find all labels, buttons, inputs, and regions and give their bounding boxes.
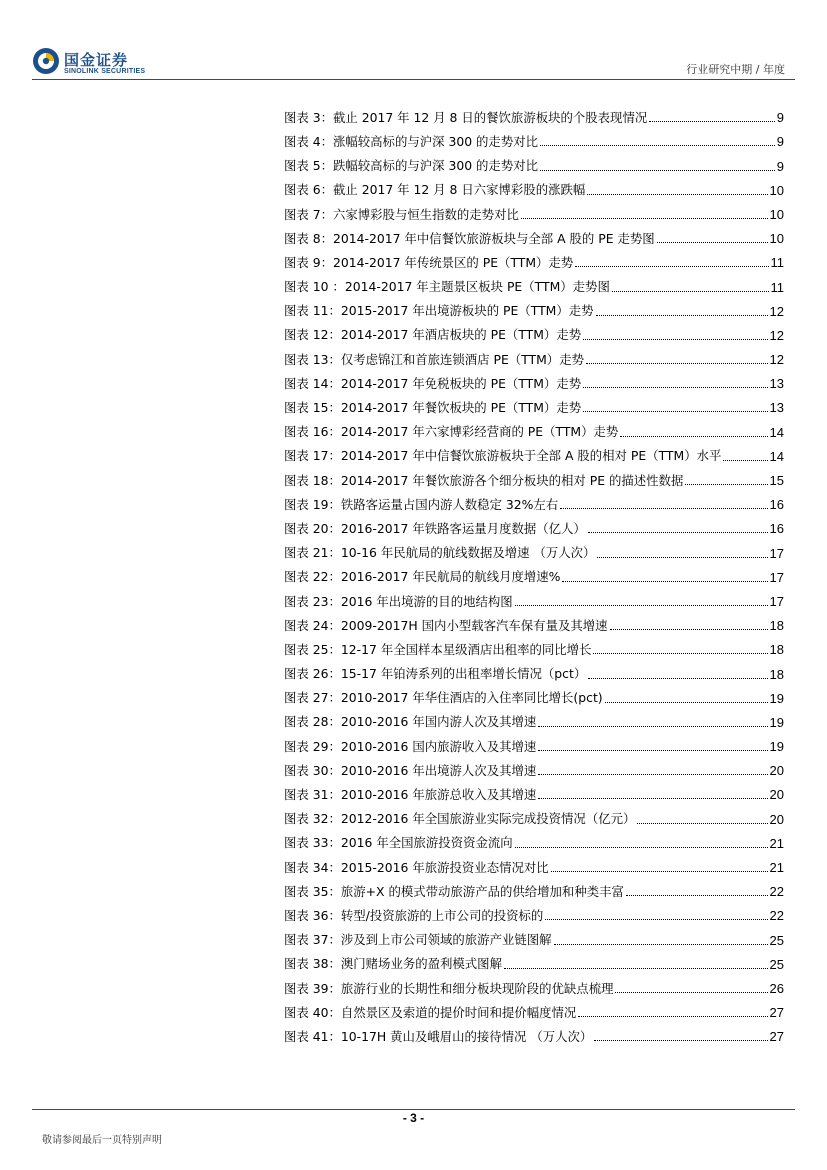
logo-chinese-name: 国金证券 (64, 51, 129, 69)
toc-entry-label: 图表 26：15-17 年铂涛系列的出租率增长情况（pct） (284, 666, 587, 682)
toc-entry-page: 15 (769, 473, 784, 488)
toc-entry-page: 11 (770, 255, 784, 271)
toc-entry-label: 图表 34：2015-2016 年旅游投资业态情况对比 (284, 859, 549, 875)
toc-entry[interactable] (284, 197, 784, 221)
toc-entry-page: 14 (769, 424, 784, 440)
toc-entry-page: 20 (769, 787, 784, 803)
page-number: - 3 - (402, 1111, 425, 1125)
toc-entry-label: 图表 3：截止 2017 年 12 月 8 日的餐饮旅游板块的个股表现情况 (284, 109, 648, 125)
toc-entry[interactable] (284, 342, 784, 366)
toc-entry[interactable] (284, 511, 784, 535)
toc-entry-label: 图表 16：2014-2017 年六家博彩经营商的 PE（TTM）走势 (284, 424, 619, 440)
toc-entry-label: 图表 30：2010-2016 年出境游人次及其增速 (284, 762, 537, 778)
toc-entry-page: 16 (769, 521, 784, 537)
toc-entry-label: 图表 25：12-17 年全国样本星级酒店出租率的同比增长 (284, 641, 592, 657)
toc-entry-label: 图表 22：2016-2017 年民航局的航线月度增速% (284, 569, 561, 585)
toc-dot-leader (538, 774, 767, 775)
toc-dot-leader (596, 315, 768, 316)
toc-dot-leader (583, 411, 767, 412)
toc-dot-leader (545, 919, 767, 920)
toc-entry-label: 图表 17：2014-2017 年中信餐饮旅游板块于全部 A 股的相对 PE（TTM）水平 (284, 448, 722, 464)
toc-entry-label: 图表 4：涨幅较高标的与沪深 300 的走势对比 (284, 133, 538, 149)
toc-entry[interactable] (284, 318, 784, 342)
toc-dot-leader (551, 871, 768, 872)
toc-dot-leader (610, 629, 768, 630)
toc-entry-page: 10 (769, 231, 784, 247)
toc-entry-label: 图表 35：旅游+X 的模式带动旅游产品的供给增加和种类丰富 (284, 883, 624, 899)
toc-dot-leader (583, 387, 767, 388)
toc-dot-leader (515, 605, 768, 606)
toc-entry-label: 图表 11：2015-2017 年出境游板块的 PE（TTM）走势 (284, 303, 594, 319)
footer-divider (32, 1109, 795, 1110)
toc-entry-label: 图表 38：澳门赌场业务的盈利模式图解 (284, 956, 502, 972)
toc-dot-leader (538, 750, 767, 751)
toc-entry-page: 13 (769, 400, 784, 416)
toc-entry[interactable] (284, 439, 784, 463)
toc-entry[interactable] (284, 390, 784, 414)
toc-entry-label: 图表 20：2016-2017 年铁路客运量月度数据（亿人） (284, 520, 586, 536)
toc-dot-leader (588, 678, 767, 679)
toc-entry-label: 图表 8：2014-2017 年中信餐饮旅游板块与全部 A 股的 PE 走势图 (284, 230, 655, 246)
toc-entry[interactable] (284, 995, 784, 1019)
toc-entry-page: 11 (770, 279, 784, 295)
toc-entry-label: 图表 23：2016 年出境游的目的地结构图 (284, 593, 513, 609)
toc-entry-page: 20 (769, 811, 784, 827)
toc-entry[interactable] (284, 801, 784, 825)
toc-dot-leader (504, 968, 768, 969)
toc-dot-leader (554, 944, 768, 945)
toc-entry-label: 图表 31：2010-2016 年旅游总收入及其增速 (284, 787, 537, 803)
toc-entry-label: 图表 6：截止 2017 年 12 月 8 日六家博彩股的涨跌幅 (284, 182, 586, 198)
toc-entry-label: 图表 10 ：2014-2017 年主题景区板块 PE（TTM）走势图 (284, 279, 610, 295)
page-header (0, 0, 827, 90)
toc-entry[interactable] (284, 173, 784, 197)
toc-entry-page: 25 (769, 956, 784, 972)
toc-entry-label: 图表 7：六家博彩股与恒生指数的走势对比 (284, 206, 519, 222)
toc-dot-leader (587, 194, 767, 195)
toc-entry-page: 21 (769, 835, 784, 851)
toc-entry-page: 9 (776, 110, 784, 126)
toc-entry[interactable] (284, 584, 784, 608)
toc-dot-leader (605, 702, 768, 703)
toc-entry[interactable] (284, 148, 784, 172)
toc-entry-label: 图表 33：2016 年全国旅游投资资金流向 (284, 835, 513, 851)
toc-dot-leader (515, 847, 768, 848)
toc-entry[interactable] (284, 124, 784, 148)
toc-entry-label: 图表 41：10-17H 黄山及峨眉山的接待情况 （万人次） (284, 1028, 593, 1044)
toc-entry[interactable] (284, 535, 784, 559)
toc-entry-label: 图表 9：2014-2017 年传统景区的 PE（TTM）走势 (284, 254, 574, 270)
toc-entry-page: 18 (769, 642, 784, 658)
toc-entry[interactable] (284, 366, 784, 390)
toc-entry-label: 图表 29：2010-2016 国内旅游收入及其增速 (284, 738, 537, 754)
toc-entry[interactable] (284, 922, 784, 946)
toc-entry[interactable] (284, 947, 784, 971)
toc-dot-leader (594, 1040, 767, 1041)
table-of-figures (284, 100, 784, 1043)
toc-entry-page: 12 (769, 327, 784, 343)
toc-entry-page: 27 (769, 1029, 784, 1045)
toc-dot-leader (597, 557, 767, 558)
toc-entry[interactable] (284, 656, 784, 680)
toc-dot-leader (540, 145, 775, 146)
disclaimer-note: 敬请参阅最后一页特别声明 (42, 1135, 162, 1146)
toc-entry[interactable] (284, 874, 784, 898)
toc-dot-leader (560, 508, 767, 509)
toc-entry-label: 图表 27：2010-2017 年华住酒店的入住率同比增长(pct) (284, 690, 603, 706)
toc-entry-label: 图表 37：涉及到上市公司领域的旅游产业链图解 (284, 932, 552, 948)
toc-dot-leader (615, 992, 767, 993)
toc-entry[interactable] (284, 898, 784, 922)
toc-entry-page: 19 (769, 714, 784, 730)
toc-dot-leader (612, 291, 769, 292)
toc-dot-leader (538, 798, 767, 799)
toc-entry-label: 图表 24：2009-2017H 国内小型载客汽车保有量及其增速 (284, 617, 608, 633)
toc-entry-page: 19 (769, 739, 784, 755)
toc-dot-leader (626, 895, 768, 896)
toc-entry-label: 图表 40：自然景区及索道的提价时间和提价幅度情况 (284, 1004, 577, 1020)
toc-entry-page: 17 (769, 545, 784, 561)
toc-dot-leader (538, 726, 767, 727)
toc-entry-label: 图表 18：2014-2017 年餐饮旅游各个细分板块的相对 PE 的描述性数据 (284, 472, 684, 488)
toc-entry-page: 19 (769, 690, 784, 706)
toc-entry-page: 14 (769, 448, 784, 464)
toc-entry-label: 图表 14：2014-2017 年免税板块的 PE（TTM）走势 (284, 375, 582, 391)
toc-entry-page: 26 (769, 980, 784, 996)
toc-entry[interactable] (284, 560, 784, 584)
sinolink-logo-icon (32, 47, 60, 75)
company-logo (32, 47, 172, 81)
toc-entry-page: 18 (769, 666, 784, 682)
toc-entry[interactable] (284, 632, 784, 656)
toc-dot-leader (562, 581, 767, 582)
toc-entry-label: 图表 19：铁路客运量占国内游人数稳定 32%左右 (284, 496, 559, 512)
toc-entry-page: 13 (769, 376, 784, 392)
toc-entry[interactable] (284, 729, 784, 753)
toc-dot-leader (685, 484, 767, 485)
toc-entry-label: 图表 12：2014-2017 年酒店板块的 PE（TTM）走势 (284, 327, 582, 343)
toc-entry[interactable] (284, 463, 784, 487)
logo-english-name: SINOLINK SECURITIES (64, 68, 146, 75)
toc-entry-page: 25 (769, 932, 784, 948)
toc-dot-leader (593, 653, 767, 654)
toc-dot-leader (583, 339, 767, 340)
toc-entry[interactable] (284, 971, 784, 995)
toc-entry-label: 图表 36：转型/投资旅游的上市公司的投资标的 (284, 907, 544, 923)
toc-dot-leader (575, 266, 768, 267)
toc-entry[interactable] (284, 777, 784, 801)
toc-entry[interactable] (284, 681, 784, 705)
toc-entry[interactable] (284, 826, 784, 850)
toc-entry[interactable] (284, 850, 784, 874)
toc-entry-label: 图表 5：跌幅较高标的与沪深 300 的走势对比 (284, 158, 538, 174)
toc-entry[interactable] (284, 221, 784, 245)
toc-entry[interactable] (284, 1019, 784, 1043)
toc-entry-label: 图表 13：仅考虑锦江和首旅连锁酒店 PE（TTM）走势 (284, 351, 584, 367)
toc-dot-leader (578, 1016, 767, 1017)
toc-dot-leader (637, 823, 767, 824)
report-type-label: 行业研究中期 / 年度 (686, 63, 785, 76)
toc-entry-label: 图表 39：旅游行业的长期性和细分板块现阶段的优缺点梳理 (284, 980, 614, 996)
toc-entry-page: 22 (769, 884, 784, 900)
toc-entry[interactable] (284, 414, 784, 438)
toc-dot-leader (620, 436, 767, 437)
toc-dot-leader (723, 460, 767, 461)
toc-entry[interactable] (284, 269, 784, 293)
toc-entry-page: 9 (776, 134, 784, 150)
toc-dot-leader (586, 363, 768, 364)
toc-dot-leader (649, 121, 775, 122)
header-divider (32, 79, 795, 80)
toc-entry-page: 27 (769, 1005, 784, 1021)
toc-entry-page: 20 (769, 763, 784, 779)
toc-dot-leader (540, 170, 775, 171)
toc-entry-label: 图表 15：2014-2017 年餐饮板块的 PE（TTM）走势 (284, 400, 582, 416)
toc-entry-page: 17 (769, 593, 784, 609)
toc-entry-label: 图表 32：2012-2016 年全国旅游业实际完成投资情况（亿元） (284, 811, 636, 827)
toc-entry-page: 16 (769, 497, 784, 513)
toc-entry-page: 21 (769, 860, 784, 875)
toc-entry-label: 图表 21：10-16 年民航局的航线数据及增速 （万人次） (284, 545, 596, 561)
toc-entry[interactable] (284, 705, 784, 729)
toc-dot-leader (588, 532, 768, 533)
toc-entry[interactable] (284, 294, 784, 318)
toc-entry[interactable] (284, 608, 784, 632)
toc-entry-page: 18 (769, 618, 784, 634)
toc-entry[interactable] (284, 487, 784, 511)
toc-entry-page: 17 (769, 569, 784, 585)
toc-entry[interactable] (284, 753, 784, 777)
toc-entry-page: 12 (769, 352, 784, 368)
toc-entry-page: 22 (769, 908, 784, 924)
toc-entry-page: 9 (776, 158, 784, 174)
toc-dot-leader (657, 242, 768, 243)
toc-entry[interactable] (284, 245, 784, 269)
toc-entry-page: 10 (769, 206, 784, 222)
toc-entry-page: 10 (769, 182, 784, 198)
toc-dot-leader (521, 218, 768, 219)
toc-entry[interactable] (284, 100, 784, 124)
toc-entry-page: 12 (769, 303, 784, 319)
toc-entry-label: 图表 28：2010-2016 年国内游人次及其增速 (284, 714, 537, 730)
